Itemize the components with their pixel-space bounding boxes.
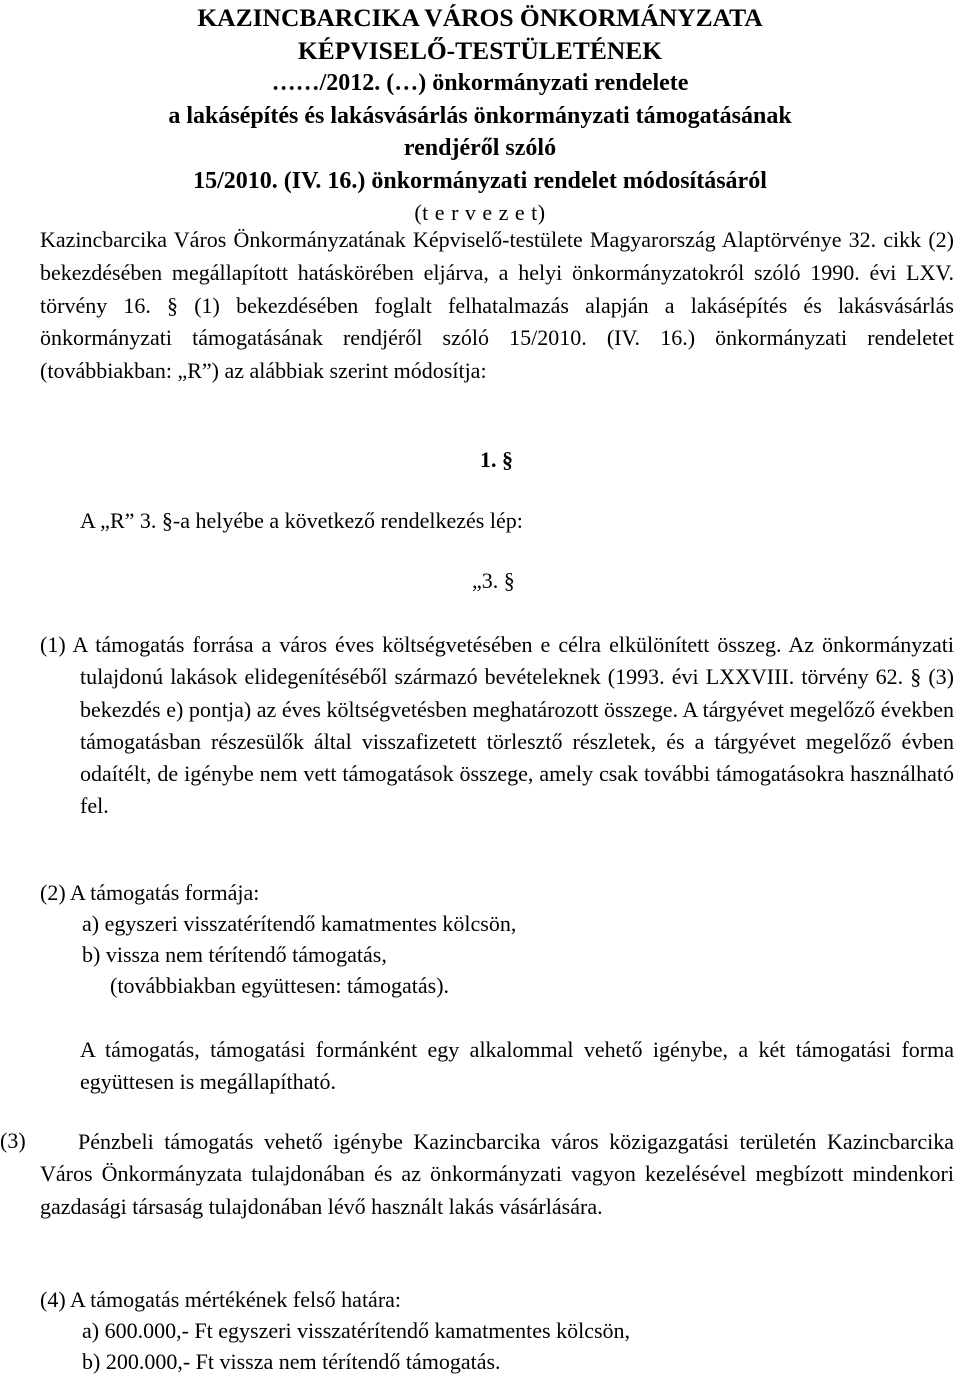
paragraph-4-item-a: a) 600.000,- Ft egyszeri visszatérítendő kamatmentes kölcsön,: [82, 1318, 631, 1343]
preamble-paragraph: Kazincbarcika Város Önkormányzatának Képviselő-testülete Magyarország Alaptörvénye 32. cikk (2) bekezdésében megállapított hatáskörében eljárva, a helyi önkormányzatokról szóló 1990. évi LXV. törvény 16. § (1) bekezdésében foglalt felhatalmazás alapján a lakásépítés és lakásvásárlás önkormányzati támogatásának rendjéről szóló 15/2010. (IV. 16.) önkormányzati rendeletet (továbbiakban: „R”) az alábbiak szerint módosítja:: [40, 227, 954, 384]
paragraph-1-block: [40, 629, 954, 823]
title-line-1: KAZINCBARCIKA VÁROS ÖNKORMÁNYZATA: [197, 3, 763, 32]
document-title: [120, 2, 840, 230]
paragraph-4-list: [40, 1284, 630, 1377]
paragraph-2-list: [40, 877, 516, 1001]
section-1-intro: A „R” 3. §-a helyébe a következő rendelkezés lép:: [80, 508, 523, 533]
title-line-2: KÉPVISELŐ-TESTÜLETÉNEK: [297, 35, 663, 65]
title-line-4: a lakásépítés és lakásvásárlás önkormányzati támogatásának rendjéről szóló: [168, 102, 792, 161]
paragraph-4-lead: (4) A támogatás mértékének felső határa:: [40, 1287, 402, 1312]
draft-status: (t e r v e z e t): [414, 200, 546, 225]
paragraph-3-label: (3): [0, 1128, 26, 1153]
paragraph-2-note: (továbbiakban együttesen: támogatás).: [110, 973, 450, 998]
section-1-number: 1. §: [480, 447, 513, 472]
paragraph-4-item-b: b) 200.000,- Ft vissza nem térítendő támogatás.: [82, 1349, 501, 1374]
paragraph-2-item-b: b) vissza nem térítendő támogatás,: [82, 942, 387, 967]
paragraph-2-extra: A támogatás, támogatási formánként egy alkalommal vehető igénybe, a két támogatási forma együttesen is megállapítható.: [80, 1037, 954, 1095]
paragraph-2-lead: (2) A támogatás formája:: [40, 880, 260, 905]
title-line-3: ……/2012. (…) önkormányzati rendelete: [271, 70, 689, 96]
quoted-section-number: „3. §: [472, 568, 515, 593]
title-line-5: 15/2010. (IV. 16.) önkormányzati rendelet módosításáról: [193, 167, 767, 194]
paragraph-3: Pénzbeli támogatás vehető igénybe Kazincbarcika város közigazgatási területén Kazincbarcika Város Önkormányzata tulajdonában és az önkormányzati vagyon kezelésével megbízott mindenkori gazdasági társaság tulajdonában lévő használt lakás vásárlására.: [40, 1129, 954, 1219]
paragraph-1: (1) A támogatás forrása a város éves költségvetésében e célra elkülönített összeg. Az önkormányzati tulajdonú lakások elidegenítéséből származó bevételeknek (1993. évi LXXVIII. törvény 62. § (3) bekezdés e) pontja) az éves költségvetésben meghatározott összege. A tárgyévet megelőző években támogatásban részesülők által visszafizetett törlesztő részletek, és a tárgyévet megelőző évben odaítélt, de igénybe nem vett támogatások összege, amely csak további támogatásokra használható fel.: [40, 632, 954, 819]
paragraph-2-item-a: a) egyszeri visszatérítendő kamatmentes kölcsön,: [82, 911, 517, 936]
